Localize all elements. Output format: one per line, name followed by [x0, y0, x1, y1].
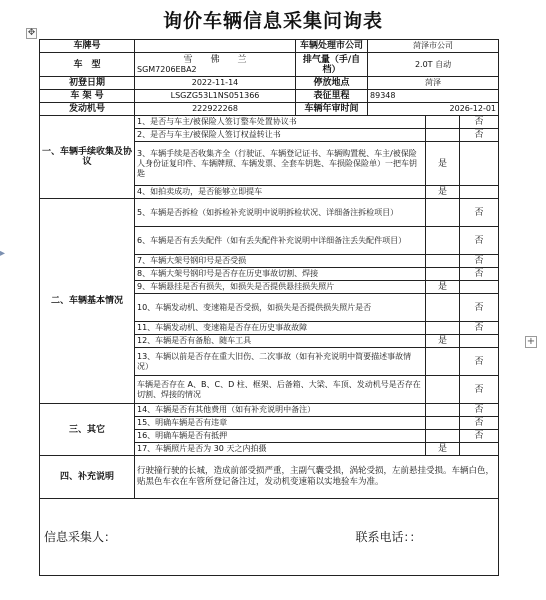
item-text: 5、车辆是否拆检（如拆检补充说明中说明拆检状况、详细备注拆检项目） [135, 199, 426, 227]
item-text: 8、车辆大架号钢印号是否存在历史事故切割、焊接 [135, 268, 426, 281]
item-no[interactable]: 否 [460, 268, 499, 281]
phone-label[interactable]: 联系电话：： [296, 499, 499, 576]
item-text: 17、车辆照片是否为 30 天之内拍摄 [135, 443, 426, 456]
displacement-value[interactable]: 2.0T 自动 [368, 53, 499, 77]
item-no[interactable]: 否 [460, 322, 499, 335]
inquiry-form-table [39, 39, 499, 576]
reg-date-value[interactable]: 2022-11-14 [135, 77, 296, 90]
model-label: 车 型 [40, 53, 135, 77]
footer-row [40, 499, 499, 576]
inspection-value[interactable]: 2026-12-01 [368, 103, 499, 116]
item-text: 12、车辆是否有备胎、随车工具 [135, 335, 426, 348]
item-text: 7、车辆大架号钢印号是否受损 [135, 255, 426, 268]
item-no[interactable]: 否 [460, 227, 499, 255]
plate-value[interactable] [135, 40, 296, 53]
item-text: 3、车辆手续是否收集齐全（行驶证、车辆登记证书、车辆购置税、车主/被保险人身份证复印件、车辆牌照、车辆发票、全套车钥匙、车损险保险单）一把车钥匙 [135, 142, 426, 186]
item-no[interactable]: 否 [460, 255, 499, 268]
item-text: 4、如拍卖成功，是否能够立即提车 [135, 186, 426, 199]
reg-date-label: 初登日期 [40, 77, 135, 90]
item-text: 9、车辆悬挂是否有损失，如损失是否提供悬挂损失照片 [135, 281, 426, 294]
item-no[interactable] [460, 142, 499, 186]
info-row-reg-date [40, 77, 499, 90]
collector-label[interactable]: 信息采集人： [40, 499, 296, 576]
item-text: 15、明确车辆是否有违章 [135, 417, 426, 430]
item-no[interactable] [460, 281, 499, 294]
item-no[interactable]: 否 [460, 199, 499, 227]
item-yes[interactable] [426, 199, 460, 227]
table-row [40, 116, 499, 129]
item-text: 14、车辆是否有其他费用（如有补充说明中备注） [135, 404, 426, 417]
inspection-label: 车辆年审时间 [296, 103, 368, 116]
item-yes[interactable] [426, 227, 460, 255]
info-row-model [40, 53, 499, 77]
item-yes[interactable] [426, 430, 460, 443]
item-yes[interactable] [426, 348, 460, 376]
item-yes[interactable] [426, 417, 460, 430]
mileage-value[interactable]: 89348 [368, 90, 499, 103]
item-yes[interactable] [426, 268, 460, 281]
item-text: 2、是否与车主/被保险人签订权益转让书 [135, 129, 426, 142]
info-row-engine [40, 103, 499, 116]
item-no[interactable]: 否 [460, 116, 499, 129]
section-4-label: 四、补充说明 [40, 456, 135, 499]
item-yes[interactable] [426, 322, 460, 335]
supplement-row [40, 456, 499, 499]
frame-label: 车 架 号 [40, 90, 135, 103]
item-text: 1、是否与车主/被保险人签订整车处置协议书 [135, 116, 426, 129]
item-no[interactable]: 否 [460, 129, 499, 142]
info-row-frame [40, 90, 499, 103]
mileage-label: 表征里程 [296, 90, 368, 103]
add-column-icon[interactable]: + [526, 336, 536, 347]
model-value[interactable] [135, 53, 296, 77]
item-yes[interactable]: 是 [426, 281, 460, 294]
section-1-label: 一、车辆手续收集及协议 [40, 116, 135, 199]
displacement-label: 排气量（手/自档） [296, 53, 368, 77]
engine-value[interactable]: 222922268 [135, 103, 296, 116]
table-row [40, 199, 499, 227]
item-yes[interactable] [426, 116, 460, 129]
item-yes[interactable]: 是 [426, 443, 460, 456]
item-yes[interactable]: 是 [426, 335, 460, 348]
item-no[interactable]: 否 [460, 376, 499, 404]
item-yes[interactable]: 是 [426, 142, 460, 186]
item-text: 11、车辆发动机、变速箱是否存在历史事故故障 [135, 322, 426, 335]
item-no[interactable]: 否 [460, 404, 499, 417]
frame-value[interactable]: LSGZG53L1NS051366 [135, 90, 296, 103]
model-brand: 雪 佛 兰 [183, 54, 247, 65]
item-no[interactable]: 否 [460, 430, 499, 443]
item-text: 10、车辆发动机、变速箱是否受损，如损失是否提供损失照片是否 [135, 294, 426, 322]
item-no[interactable]: 否 [460, 294, 499, 322]
item-no[interactable] [460, 443, 499, 456]
item-no[interactable] [460, 335, 499, 348]
item-yes[interactable] [426, 255, 460, 268]
item-yes[interactable]: 是 [426, 186, 460, 199]
item-text: 6、车辆是否有丢失配件（如有丢失配件补充说明中详细备注丢失配件项目） [135, 227, 426, 255]
section-2-label: 二、车辆基本情况 [40, 199, 135, 404]
info-row-plate [40, 40, 499, 53]
section-3-label: 三、其它 [40, 404, 135, 456]
item-yes[interactable] [426, 404, 460, 417]
item-text: 车辆是否存在 A、B、C、D 柱、框架、后备箱、大梁、车顶、发动机号是否存在切割、焊接的情况 [135, 376, 426, 404]
item-text: 16、明确车辆是否有抵押 [135, 430, 426, 443]
location-label: 停放地点 [296, 77, 368, 90]
page-title: 询价车辆信息采集问询表 [162, 10, 383, 32]
item-text: 13、车辆以前是否存在重大旧伤、二次事故（如有补充说明中简要描述事故情况） [135, 348, 426, 376]
item-no[interactable] [460, 186, 499, 199]
company-value[interactable]: 菏泽市公司 [368, 40, 499, 53]
item-yes[interactable] [426, 129, 460, 142]
item-no[interactable]: 否 [460, 417, 499, 430]
margin-marker-icon: ▸ [0, 248, 6, 259]
item-no[interactable]: 否 [460, 348, 499, 376]
supplement-text[interactable]: 行驶撞行驶的长城，造成前部受损严重，主副气囊受损，涡轮受损，左前悬挂受损。车辆白色，贴黑色车衣在车管所登记备注过，发动机变速箱以实地验车为准。 [135, 456, 499, 499]
location-value[interactable]: 菏泽 [368, 77, 499, 90]
table-move-handle-icon[interactable]: ✥ [27, 28, 36, 38]
model-code: SGM7206EBA2 [137, 64, 197, 74]
plate-label: 车牌号 [40, 40, 135, 53]
item-yes[interactable] [426, 294, 460, 322]
company-label: 车辆处理市公司 [296, 40, 368, 53]
engine-label: 发动机号 [40, 103, 135, 116]
table-row [40, 404, 499, 417]
item-yes[interactable] [426, 376, 460, 404]
